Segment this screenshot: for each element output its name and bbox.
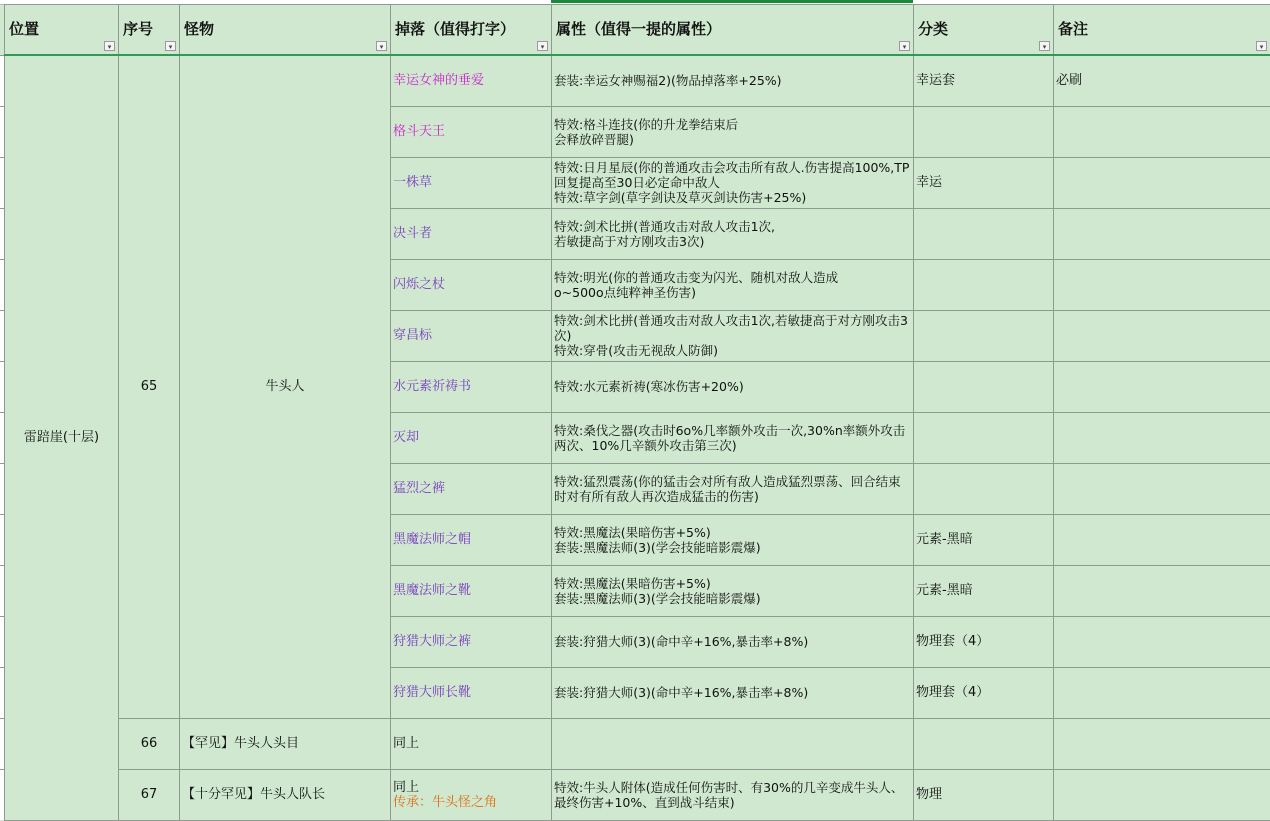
row-header-tick: [0, 361, 4, 362]
drop-cell[interactable]: 狩猎大师长靴: [391, 667, 552, 718]
row-header-tick: [0, 616, 4, 617]
row-header-tick: [0, 769, 4, 770]
note-cell[interactable]: [1054, 310, 1270, 361]
filter-dropdown-icon[interactable]: ▾: [1256, 41, 1267, 51]
filter-dropdown-icon[interactable]: ▾: [376, 41, 387, 51]
category-cell[interactable]: 幸运: [914, 157, 1054, 208]
drop-cell[interactable]: 猛烈之裤: [391, 463, 552, 514]
drop-cell[interactable]: [391, 769, 552, 820]
drop-cell[interactable]: 同上: [391, 718, 552, 769]
seq-cell[interactable]: 66: [119, 718, 180, 769]
attr-cell[interactable]: 特效:水元素祈祷(寒冰伤害+20%): [552, 361, 914, 412]
attr-cell[interactable]: [552, 718, 914, 769]
header-attr[interactable]: 属性（值得一提的属性） ▾: [552, 5, 914, 56]
row-header-tick: [0, 259, 4, 260]
row-header-tick: [0, 514, 4, 515]
selection-indicator: [551, 0, 913, 3]
note-cell[interactable]: [1054, 412, 1270, 463]
note-cell[interactable]: [1054, 565, 1270, 616]
row-header-tick: [0, 412, 4, 413]
drop-cell[interactable]: 决斗者: [391, 208, 552, 259]
attr-cell[interactable]: 特效:格斗连技(你的升龙拳结束后 会释放碎晋腿): [552, 106, 914, 157]
table-row: [5, 55, 1270, 106]
attr-cell[interactable]: 特效:剑术比拼(普通攻击对敌人攻击1次,若敏捷高于对方刚攻击3次) 特效:穿骨(攻击无视敌人防御): [552, 310, 914, 361]
note-cell[interactable]: [1054, 514, 1270, 565]
seq-cell[interactable]: 65: [119, 55, 180, 718]
row-header-tick: [0, 667, 4, 668]
drop-cell[interactable]: 穿昌标: [391, 310, 552, 361]
category-cell[interactable]: 元素-黑暗: [914, 514, 1054, 565]
category-cell[interactable]: 物理套（4）: [914, 616, 1054, 667]
attr-cell[interactable]: 特效:明光(你的普通攻击变为闪光、随机对敌人造成 o~500o点纯粹神圣伤害): [552, 259, 914, 310]
row-header-tick: [0, 55, 4, 56]
header-row: [5, 5, 1270, 56]
note-cell[interactable]: 必刷: [1054, 55, 1270, 106]
header-location[interactable]: 位置 ▾: [5, 5, 119, 56]
header-category[interactable]: 分类 ▾: [914, 5, 1054, 56]
note-cell[interactable]: [1054, 361, 1270, 412]
note-cell[interactable]: [1054, 157, 1270, 208]
drop-cell[interactable]: 一株草: [391, 157, 552, 208]
category-cell[interactable]: 幸运套: [914, 55, 1054, 106]
attr-cell[interactable]: 特效:日月星辰(你的普通攻击会攻击所有敌人.伤害提高100%,TP回复提高至30日必定命中敌人 特效:草字剑(草字剑诀及草灭剑诀伤害+25%): [552, 157, 914, 208]
drop-cell[interactable]: 水元素祈祷书: [391, 361, 552, 412]
drop-cell[interactable]: 闪烁之杖: [391, 259, 552, 310]
row-header-tick: [0, 106, 4, 107]
attr-cell[interactable]: 特效:黑魔法(果暗伤害+5%) 套装:黑魔法师(3)(学会技能暗影震爆): [552, 514, 914, 565]
spreadsheet-table: [4, 4, 1270, 821]
location-cell[interactable]: 雷踣崖(十层): [5, 55, 119, 820]
header-monster[interactable]: 怪物 ▾: [180, 5, 391, 56]
row-header-tick: [0, 310, 4, 311]
attr-cell[interactable]: 套装:狩猎大师(3)(命中辛+16%,暴击率+8%): [552, 667, 914, 718]
note-cell[interactable]: [1054, 769, 1270, 820]
note-cell[interactable]: [1054, 463, 1270, 514]
category-cell[interactable]: 物理套（4）: [914, 667, 1054, 718]
drop-cell[interactable]: 狩猎大师之裤: [391, 616, 552, 667]
attr-cell[interactable]: 特效:猛烈震荡(你的猛击会对所有敌人造成猛烈票荡、回合结束时对有所有敌人再次造成猛击的伤害): [552, 463, 914, 514]
monster-cell[interactable]: 【罕见】牛头人头目: [180, 718, 391, 769]
category-cell[interactable]: [914, 106, 1054, 157]
category-cell[interactable]: [914, 361, 1054, 412]
drop-cell[interactable]: 灭却: [391, 412, 552, 463]
attr-cell[interactable]: 特效:剑术比拼(普通攻击对敌人攻击1次, 若敏捷高于对方刚攻击3次): [552, 208, 914, 259]
category-cell[interactable]: 元素-黑暗: [914, 565, 1054, 616]
inherit-text: 传承：牛头怪之角: [393, 795, 549, 810]
category-cell[interactable]: 物理: [914, 769, 1054, 820]
drop-cell[interactable]: 幸运女神的垂爱: [391, 55, 552, 106]
header-drop[interactable]: 掉落（值得打字） ▾: [391, 5, 552, 56]
table-row: [5, 769, 1270, 820]
category-cell[interactable]: [914, 208, 1054, 259]
filter-dropdown-icon[interactable]: ▾: [537, 41, 548, 51]
filter-dropdown-icon[interactable]: ▾: [165, 41, 176, 51]
category-cell[interactable]: [914, 412, 1054, 463]
note-cell[interactable]: [1054, 616, 1270, 667]
filter-dropdown-icon[interactable]: ▾: [1039, 41, 1050, 51]
drop-cell[interactable]: 黑魔法师之靴: [391, 565, 552, 616]
note-cell[interactable]: [1054, 106, 1270, 157]
table-row: [5, 718, 1270, 769]
row-header-tick: [0, 718, 4, 719]
filter-dropdown-icon[interactable]: ▾: [104, 41, 115, 51]
category-cell[interactable]: [914, 259, 1054, 310]
drop-cell[interactable]: 黑魔法师之帽: [391, 514, 552, 565]
note-cell[interactable]: [1054, 208, 1270, 259]
monster-cell[interactable]: 【十分罕见】牛头人队长: [180, 769, 391, 820]
row-header-tick: [0, 565, 4, 566]
filter-dropdown-icon[interactable]: ▾: [899, 41, 910, 51]
monster-cell[interactable]: 牛头人: [180, 55, 391, 718]
attr-cell[interactable]: 特效:桑伐之器(攻击时6o%几率额外攻击一次,30%n率额外攻击两次、10%几辛额外攻击第三次): [552, 412, 914, 463]
attr-cell[interactable]: 套装:狩猎大师(3)(命中辛+16%,暴击率+8%): [552, 616, 914, 667]
attr-cell[interactable]: 特效:牛头人附体(造成任何伤害时、有30%的几辛变成牛头人、最终伤害+10%、直到战斗结束): [552, 769, 914, 820]
row-header-tick: [0, 208, 4, 209]
attr-cell[interactable]: 特效:黑魔法(果暗伤害+5%) 套装:黑魔法师(3)(学会技能暗影震爆): [552, 565, 914, 616]
drop-text: 同上: [393, 780, 549, 795]
note-cell[interactable]: [1054, 667, 1270, 718]
note-cell[interactable]: [1054, 718, 1270, 769]
row-header-tick: [0, 463, 4, 464]
header-note[interactable]: 备注 ▾: [1054, 5, 1270, 56]
category-cell[interactable]: [914, 463, 1054, 514]
seq-cell[interactable]: 67: [119, 769, 180, 820]
category-cell[interactable]: [914, 718, 1054, 769]
category-cell[interactable]: [914, 310, 1054, 361]
header-seq[interactable]: 序号 ▾: [119, 5, 180, 56]
note-cell[interactable]: [1054, 259, 1270, 310]
row-header-tick: [0, 157, 4, 158]
attr-cell[interactable]: 套装:幸运女神赐福2)(物品掉落率+25%): [552, 55, 914, 106]
drop-cell[interactable]: 格斗天王: [391, 106, 552, 157]
